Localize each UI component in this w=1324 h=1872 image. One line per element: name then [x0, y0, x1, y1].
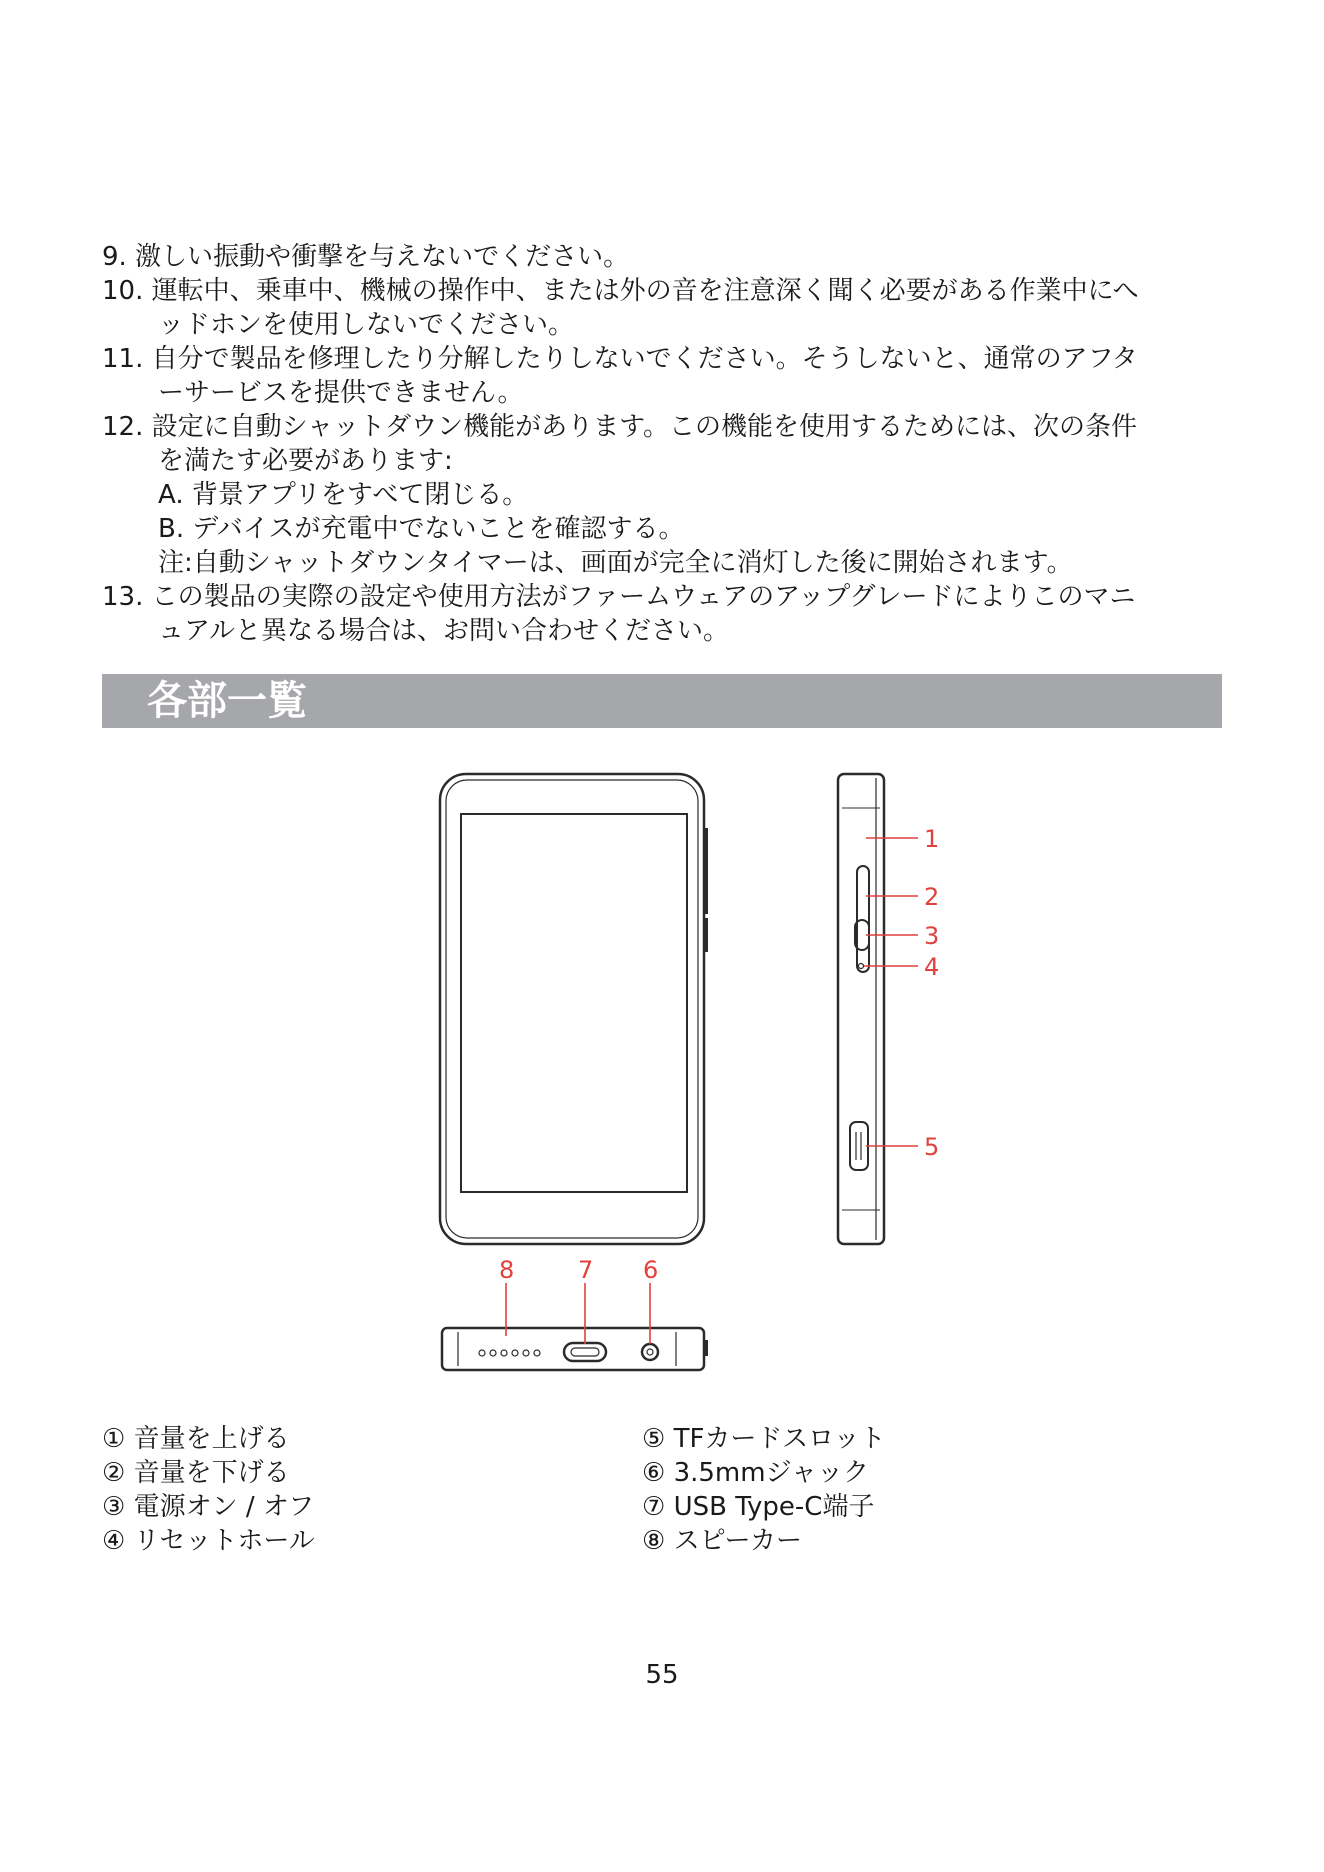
callout-label-6: 6	[643, 1256, 659, 1284]
legend-item-8: ⑧ スピーカー	[642, 1526, 803, 1556]
volume-rocker	[857, 866, 869, 972]
device-front-view	[440, 774, 708, 1244]
note-text: ッドホンを使用しないでください。	[158, 310, 575, 340]
callout-label-2: 2	[924, 883, 940, 911]
legend-right	[642, 1422, 886, 1558]
usb-c-port	[564, 1343, 606, 1361]
legend-item-3: ③ 電源オン / オフ	[102, 1492, 315, 1522]
callout-label-7: 7	[578, 1256, 594, 1284]
speaker-holes	[479, 1350, 540, 1356]
tf-slot	[850, 1122, 868, 1170]
note-number: 10.	[102, 276, 144, 306]
callout-label-8: 8	[499, 1256, 515, 1284]
legend-item-2: ② 音量を下げる	[102, 1458, 290, 1488]
callout-label-3: 3	[924, 922, 940, 950]
device-side-view	[838, 774, 884, 1244]
note-number: 12.	[102, 412, 144, 442]
legend-item-7: ⑦ USB Type-C端子	[642, 1492, 875, 1522]
callout-label-5: 5	[924, 1133, 940, 1161]
note-number: 13.	[102, 582, 144, 612]
legend-item-1: ① 音量を上げる	[102, 1424, 290, 1454]
legend-item-5: ⑤ TFカードスロット	[642, 1424, 886, 1454]
note-text: 激しい振動や衝撃を与えないでください。	[135, 242, 630, 272]
legend-left	[102, 1422, 315, 1558]
note-subitem-a: A. 背景アプリをすべて閉じる。	[158, 480, 529, 510]
device-bottom-view	[442, 1328, 708, 1370]
headphone-jack	[642, 1344, 658, 1360]
note-number: 11.	[102, 344, 144, 374]
note-text: 設定に自動シャットダウン機能があります。この機能を使用するためには、次の条件	[151, 412, 1138, 442]
note-text: を満たす必要があります:	[158, 446, 453, 476]
reset-hole	[859, 964, 864, 969]
note-subitem-b: B. デバイスが充電中でないことを確認する。	[158, 514, 685, 544]
note-text: この製品の実際の設定や使用方法がファームウェアのアップグレードによりこのマニ	[151, 582, 1136, 612]
page-number: 55	[645, 1660, 679, 1690]
callout-label-4: 4	[924, 953, 940, 981]
note-remark: 注:自動シャットダウンタイマーは、画面が完全に消灯した後に開始されます。	[158, 548, 1073, 578]
note-text: 運転中、乗車中、機械の操作中、または外の音を注意深く聞く必要がある作業中にへ	[151, 276, 1139, 306]
legend-item-6: ⑥ 3.5mmジャック	[642, 1458, 870, 1488]
note-text: 自分で製品を修理したり分解したりしないでください。そうしないと、通常のアフタ	[151, 344, 1138, 374]
note-text: ーサービスを提供できません。	[158, 378, 524, 408]
legend-item-4: ④ リセットホール	[102, 1526, 315, 1556]
section-title: 各部一覧	[147, 678, 307, 724]
note-text: ュアルと異なる場合は、お問い合わせください。	[158, 616, 729, 646]
callout-label-1: 1	[924, 825, 940, 853]
note-number: 9.	[102, 242, 127, 272]
